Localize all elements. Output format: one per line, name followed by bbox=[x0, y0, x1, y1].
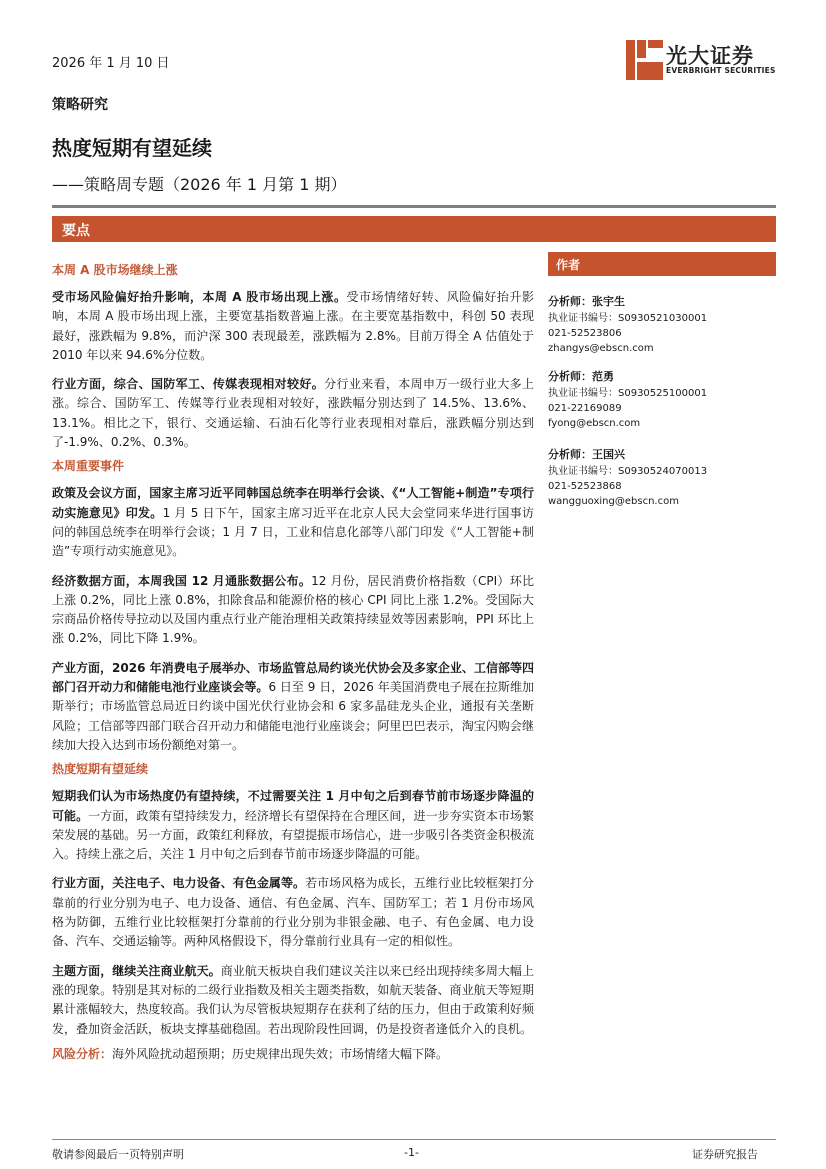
author-block bbox=[548, 446, 707, 509]
paragraph-body: 若市场风格为成长，五维行业比较框架打分靠前的行业分别为电子、电力设备、通信、有色金属、汽车、国防军工；若 1 月份市场风格为防御，五维行业比较框架打分靠前的行业分别为非银金融、电子、有色金属、电力设备、汽车、交通运输等。两种风格假设下，得分靠前行业具有一定的相似性。 bbox=[52, 876, 534, 949]
paragraph-lead: 行业方面，综合、国防军工、传媒表现相对较好。 bbox=[52, 377, 325, 392]
paragraph bbox=[52, 787, 534, 864]
logo-text: 光大证券 bbox=[666, 44, 754, 68]
section-heading: 本周 A 股市场继续上涨 bbox=[52, 263, 178, 277]
author-label: 作者 bbox=[556, 258, 581, 272]
paragraph-lead: 主题方面，继续关注商业航天。 bbox=[52, 963, 221, 978]
author-block bbox=[548, 293, 707, 356]
paragraph-lead: 行业方面，关注电子、电力设备、有色金属等。 bbox=[52, 876, 306, 891]
paragraph-body: 商业航天板块自我们建议关注以来已经出现持续多周大幅上涨的现象。特别是其对标的二级行业指数及相关主题类指数，如航天装备、商业航天等短期累计涨幅较大，热度较高。我们认为尽管板块短期存在获利了结的压力，但由于政策利好频发，叠加资金活跃，板块支撑基础稳固。若出现阶段性回调，仍是投资者逢低介入的良机。 bbox=[52, 963, 534, 1036]
footer-divider bbox=[52, 1139, 776, 1140]
logo-subtext: EVERBRIGHT SECURITIES bbox=[666, 66, 776, 75]
paragraph bbox=[52, 962, 534, 1039]
paragraph-body: 6 日至 9 日，2026 年美国消费电子展在拉斯维加斯举行；市场监管总局近日约谈中国光伏行业协会和 6 家多晶硅龙头企业，通报有关垄断风险；工信部等四部门联合召开动力和储能电池行业座谈会；阿里巴巴表示，淘宝闪购会继续加大投入达到市场份额绝对第一。 bbox=[52, 680, 534, 752]
paragraph-lead: 产业方面，2026 年消费电子展举办、市场监管总局约谈光伏协会及多家企业、工信部等四部门召开动力和储能电池行业座谈会等。 bbox=[52, 660, 534, 695]
footer-disclaimer: 敬请参阅最后一页特别声明 bbox=[52, 1148, 184, 1161]
author-email[interactable]: zhangys@ebscn.com bbox=[548, 343, 654, 354]
author-name: 分析师：张宇生 bbox=[548, 295, 625, 308]
section-heading: 热度短期有望延续 bbox=[52, 762, 149, 777]
author-license: 执业证书编号：S0930524070013 bbox=[548, 466, 708, 477]
report-date: 2026 年 1 月 10 日 bbox=[52, 56, 170, 71]
paragraph-lead: 政策及会议方面，国家主席习近平同韩国总统李在明举行会谈、《“人工智能+制造”专项行动实施意见》印发。 bbox=[52, 486, 534, 520]
author-phone: 021-52523806 bbox=[548, 328, 622, 339]
author-name: 分析师：范勇 bbox=[548, 370, 614, 383]
author-phone: 021-22169089 bbox=[548, 403, 622, 414]
paragraph bbox=[52, 484, 534, 561]
risk-text: 海外风险扰动超预期；历史规律出现失效；市场情绪大幅下降。 bbox=[112, 1046, 449, 1061]
paragraph bbox=[52, 375, 534, 452]
footer-report-type: 证券研究报告 bbox=[692, 1148, 758, 1161]
keypoints-label: 要点 bbox=[62, 223, 90, 239]
report-subtitle: ——策略周专题（2026 年 1 月第 1 期） bbox=[52, 175, 347, 194]
paragraph-body: 一方面，政策有望持续发力，经济增长有望保持在合理区间，进一步夯实资本市场繁荣发展的基础。另一方面，政策红利释放，有望提振市场信心，进一步吸引各类资金积极流入。持续上涨之后，关注 1 月中旬之后到春节前市场逐步降温的可能。 bbox=[52, 808, 534, 862]
paragraph-lead: 受市场风险偏好抬升影响，本周 A 股市场出现上涨。 bbox=[52, 290, 347, 304]
author-email[interactable]: fyong@ebscn.com bbox=[548, 418, 641, 429]
header-divider bbox=[52, 205, 776, 208]
author-banner bbox=[548, 252, 776, 276]
author-block bbox=[548, 368, 707, 431]
paragraph-body: 12 月份，居民消费价格指数（CPI）环比上涨 0.2%，同比上涨 0.8%，扣除食品和能源价格的核心 CPI 同比上涨 1.2%。受国际大宗商品价格传导拉动以及国内重点行业产能治理相关政策持续显效等因素影响，PPI 环比上涨 0.2%，同比下降 1.9%。 bbox=[52, 573, 534, 646]
author-license: 执业证书编号：S0930521030001 bbox=[548, 313, 708, 324]
author-phone: 021-52523868 bbox=[548, 481, 622, 492]
paragraph-body: 受市场情绪好转、风险偏好抬升影响，本周 A 股市场出现上涨，主要宽基指数普遍上涨。在主要宽基指数中，科创 50 表现最好，涨跌幅为 9.8%，而沪深 300 表现最差，涨跌幅为 2.8%。目前万得全 A 估值处于 2010 年以来 94.6%分位数。 bbox=[52, 290, 534, 362]
paragraph-lead: 经济数据方面，本周我国 12 月通胀数据公布。 bbox=[52, 573, 312, 588]
paragraph-body: 1 月 5 日下午，国家主席习近平在北京人民大会堂同来华进行国事访问的韩国总统李在明举行会谈；1 月 7 日，工业和信息化部等八部门印发《“人工智能+制造”专项行动实施意见》。 bbox=[52, 505, 534, 559]
paragraph-body: 分行业来看，本周申万一级行业大多上涨。综合、国防军工、传媒等行业表现相对较好，涨跌幅分别达到了 14.5%、13.6%、13.1%。相比之下，银行、交通运输、石油石化等行业表现相对靠后，涨跌幅分别达到了-1.9%、0.2%、0.3%。 bbox=[52, 377, 534, 450]
author-license: 执业证书编号：S0930525100001 bbox=[548, 388, 708, 399]
report-title: 热度短期有望延续 bbox=[52, 136, 212, 160]
risk-paragraph bbox=[52, 1045, 534, 1064]
page-number: -1- bbox=[404, 1146, 419, 1159]
report-series: 策略研究 bbox=[52, 97, 108, 113]
keypoints-banner bbox=[52, 216, 776, 242]
risk-label: 风险分析： bbox=[52, 1046, 113, 1061]
paragraph bbox=[52, 874, 534, 951]
main-content bbox=[52, 262, 534, 1064]
paragraph bbox=[52, 288, 534, 365]
author-name: 分析师：王国兴 bbox=[548, 448, 625, 461]
paragraph bbox=[52, 572, 534, 649]
section-heading: 本周重要事件 bbox=[52, 459, 125, 474]
paragraph bbox=[52, 659, 534, 755]
author-email[interactable]: wangguoxing@ebscn.com bbox=[548, 496, 679, 507]
paragraph-lead: 短期我们认为市场热度仍有望持续，不过需要关注 1 月中旬之后到春节前市场逐步降温的可能。 bbox=[52, 789, 534, 823]
